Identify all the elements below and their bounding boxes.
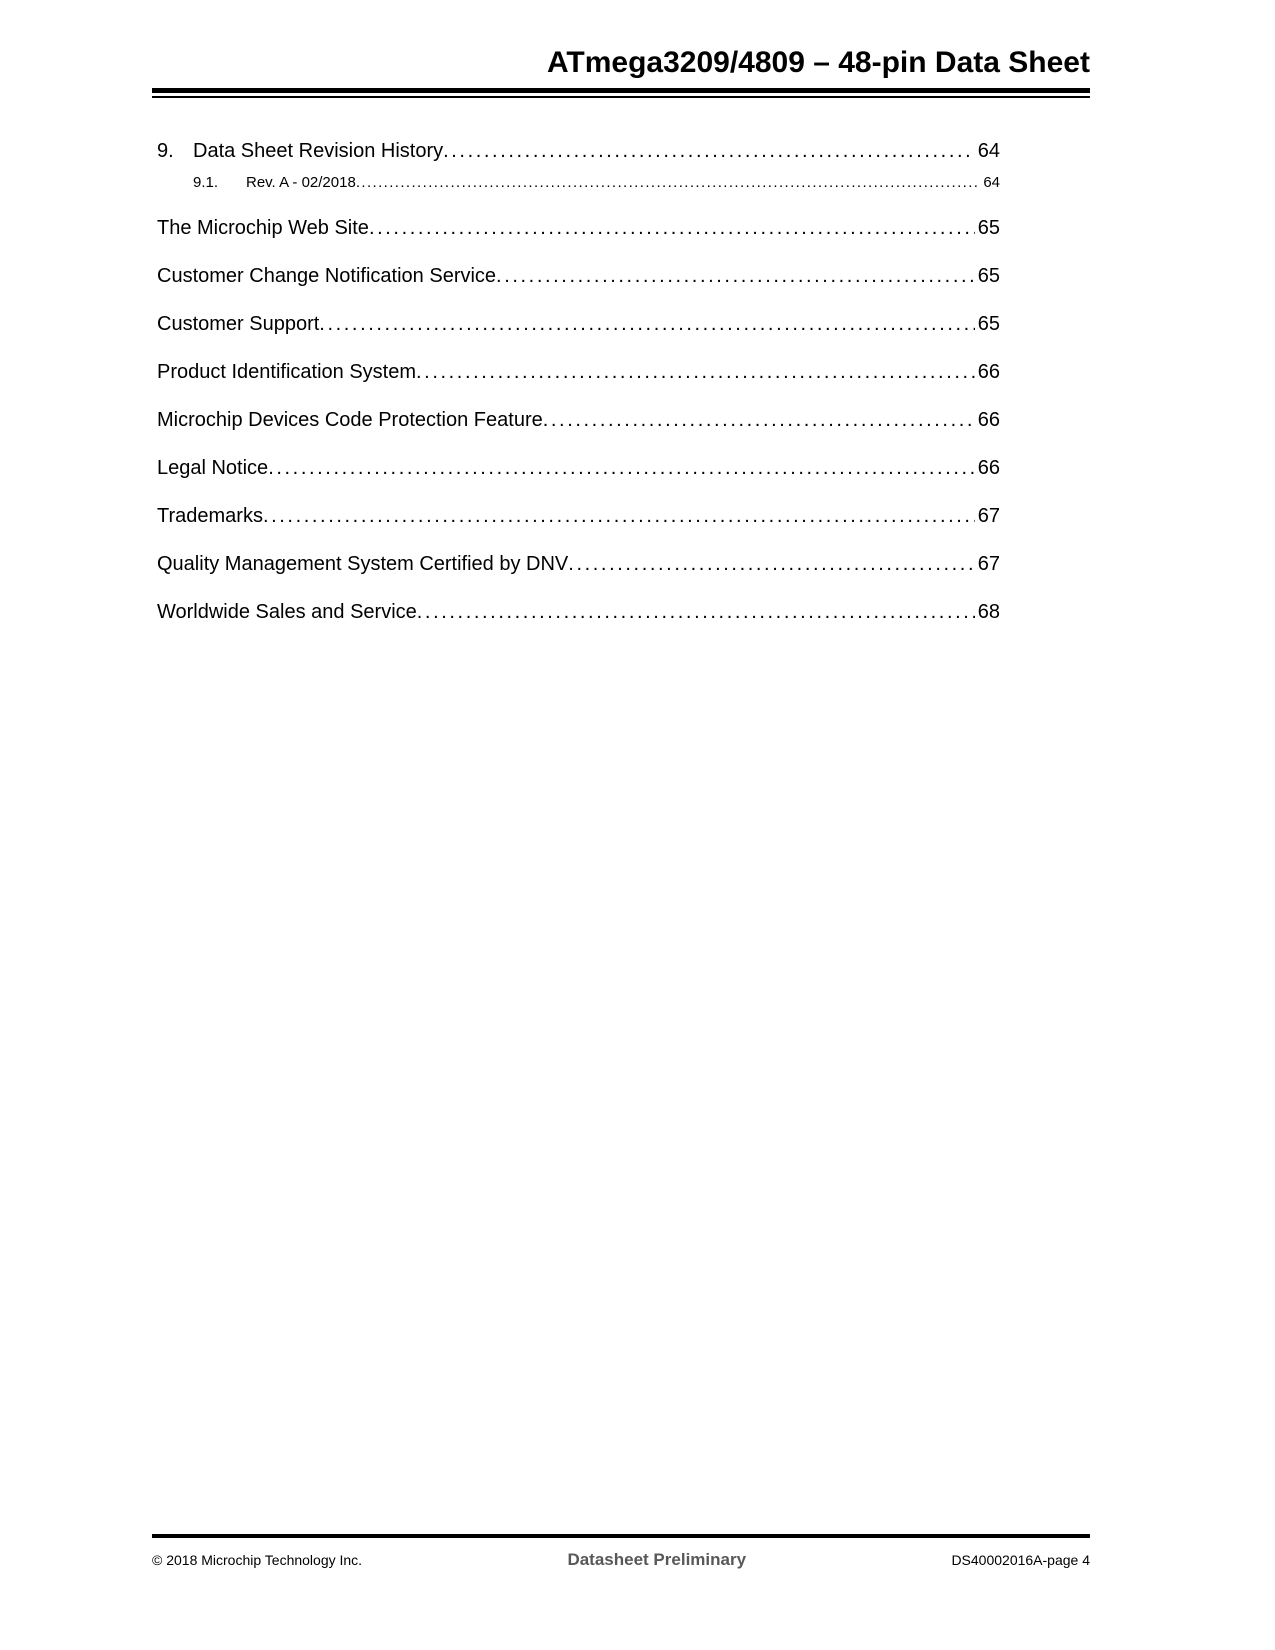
toc-entry-page: 66 <box>977 361 1000 383</box>
toc-leader-dots <box>568 553 974 576</box>
footer-document-id: DS40002016A-page 4 <box>951 1552 1090 1568</box>
toc-leader-dots <box>319 313 974 336</box>
toc-leader-dots <box>268 457 975 480</box>
page-footer <box>152 1534 1090 1570</box>
footer-rule <box>152 1534 1090 1538</box>
toc-leader-dots <box>416 361 975 384</box>
toc-leader-dots <box>369 217 975 240</box>
toc-entry-title: Rev. A - 02/2018 <box>246 174 356 191</box>
toc-entry-page: 67 <box>977 505 1000 527</box>
toc-leader-dots <box>263 505 975 528</box>
toc-entry-page: 64 <box>983 174 1000 191</box>
footer-copyright: © 2018 Microchip Technology Inc. <box>152 1552 363 1568</box>
toc-entry-title: Customer Support <box>157 313 320 335</box>
table-of-contents <box>152 140 1090 649</box>
toc-leader-dots <box>443 140 975 163</box>
toc-leader-dots <box>496 265 975 288</box>
toc-entry-page: 67 <box>977 553 1000 575</box>
footer-row <box>152 1550 1090 1570</box>
page-header <box>152 0 1090 98</box>
toc-entry-page: 65 <box>977 217 1000 239</box>
toc-entry-title: Data Sheet Revision History <box>193 140 444 162</box>
toc-leader-dots <box>417 601 975 624</box>
toc-entry-title: Quality Management System Certified by DNV <box>157 553 569 575</box>
toc-entry[interactable] <box>152 361 1000 385</box>
toc-entry[interactable] <box>152 457 1000 481</box>
toc-leader-dots <box>356 174 981 191</box>
toc-entry[interactable] <box>152 601 1000 625</box>
toc-entry[interactable] <box>152 140 1000 163</box>
page-title: ATmega3209/4809 – 48-pin Data Sheet <box>546 46 1090 79</box>
footer-document-status: Datasheet Preliminary <box>567 1550 747 1569</box>
toc-entry-number: 9. <box>157 140 174 162</box>
toc-entry[interactable] <box>152 217 1000 241</box>
toc-entry-page: 64 <box>977 140 1000 162</box>
toc-entry-page: 66 <box>977 457 1000 479</box>
toc-entry-page: 65 <box>977 313 1000 335</box>
toc-entry-title: Trademarks <box>157 505 263 527</box>
toc-leader-dots <box>543 409 975 432</box>
toc-entry-page: 66 <box>977 409 1000 431</box>
toc-entry-title: Product Identification System <box>157 361 417 383</box>
toc-entry[interactable] <box>152 409 1000 433</box>
toc-entry[interactable] <box>152 505 1000 529</box>
toc-entry[interactable] <box>152 174 1000 191</box>
header-rule-thick <box>152 88 1090 93</box>
toc-entry-title: Microchip Devices Code Protection Feature <box>157 409 543 431</box>
toc-entry[interactable] <box>152 265 1000 289</box>
toc-entry[interactable] <box>152 553 1000 577</box>
toc-entry-title: The Microchip Web Site <box>157 217 369 239</box>
toc-entry-page: 68 <box>977 601 1000 623</box>
toc-entry[interactable] <box>152 313 1000 337</box>
toc-entry-title: Worldwide Sales and Service <box>157 601 417 623</box>
toc-entry-title: Customer Change Notification Service <box>157 265 497 287</box>
toc-entry-title: Legal Notice <box>157 457 269 479</box>
toc-entry-page: 65 <box>977 265 1000 287</box>
toc-entry-number: 9.1. <box>193 174 219 191</box>
header-rule-thin <box>152 96 1090 98</box>
